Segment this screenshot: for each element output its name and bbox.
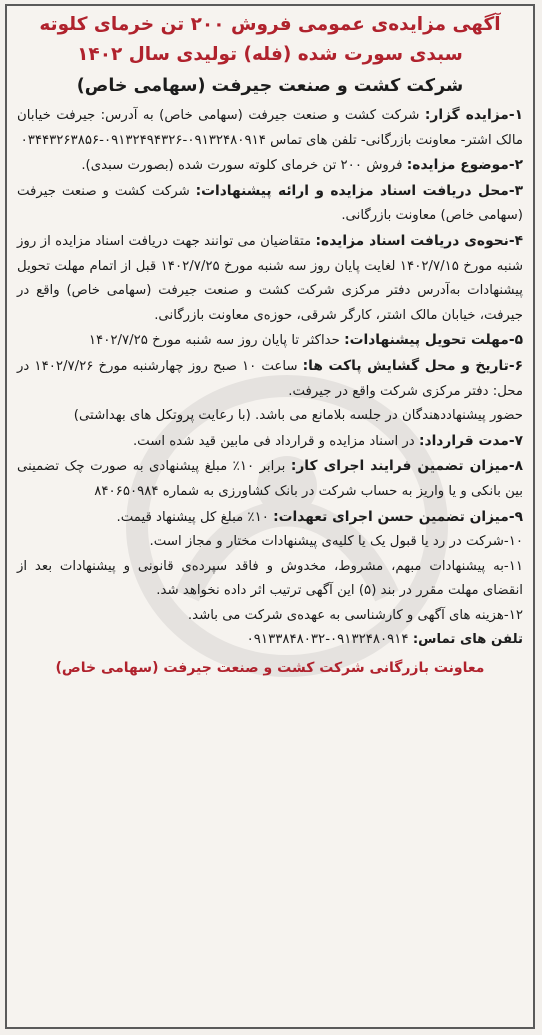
ad-frame xyxy=(5,4,535,1029)
clause-6: ۶-تاریخ و محل گشایش پاکت ها: ساعت ۱۰ صبح روز چهارشنبه مورخ ۱۴۰۲/۷/۲۶ در محل: دفتر مرکزی شرکت واقع در جیرفت. xyxy=(17,357,523,399)
clause-10: ۱۰-شرکت در رد یا قبول یک یا کلیه‌ی پیشنهادات مختار و مجاز است. xyxy=(149,534,523,550)
clause-4: ۴-نحوه‌ی دریافت اسناد مزایده: متقاضیان می توانند جهت دریافت اسناد مزایده از روز شنبه مورخ ۱۴۰۲/۷/۱۵ لغایت پایان روز سه شنبه مورخ ۱۴۰۲/۷/۲۵ قبل از اتمام مهلت تحویل پیشنهادات به‌آدرس دفتر مرکزی شرکت کشت و صنعت جیرفت (سهامی خاص) واقع در جیرفت، خیابان مالک اشتر، کارگر شرقی، حوزه‌ی معاونت بازرگانی. xyxy=(17,232,523,323)
clause-1: ۱-مزایده گزار: شرکت کشت و صنعت جیرفت (سهامی خاص) به آدرس: جیرفت خیابان مالک اشتر- معاونت بازرگانی- تلفن های تماس ۰۹۱۳۲۴۸۰۹۱۴-۰۹۱۳۲۴۹۴۳۲۶-۰۳۴۴۳۲۶۳۸۵۶ xyxy=(17,107,523,148)
clause-8: ۸-میزان تضمین فرایند اجرای کار: برابر ۱۰٪ مبلغ پیشنهادی به صورت چک تضمینی بین بانکی و یا واریز به حساب شرکت در بانک کشاورزی به شماره ۸۴۰۶۵۰۹۸۴ xyxy=(17,458,523,499)
ad-title-line1: آگهی مزایده‌ی عمومی فروش ۲۰۰ تن خرمای کلوته xyxy=(39,14,501,35)
clause-6-note: حضور پیشنهاددهندگان در جلسه بلامانع می باشد. (با رعایت پروتکل های بهداشتی) xyxy=(73,408,523,424)
ad-title-line2: سبدی سورت شده (فله) تولیدی سال ۱۴۰۲ xyxy=(77,44,463,65)
ad-footer: معاونت بازرگانی شرکت کشت و صنعت جیرفت (سهامی خاص) xyxy=(55,660,485,677)
ad-content xyxy=(17,10,523,680)
company-name: شرکت کشت و صنعت جیرفت (سهامی خاص) xyxy=(76,76,464,96)
contact-phones: تلفن های تماس: ۰۹۱۳۲۴۸۰۹۱۴-۰۹۱۳۳۸۴۸۰۳۲ xyxy=(246,632,523,648)
clause-3: ۳-محل دریافت اسناد مزایده و ارائه پیشنهادات: شرکت کشت و صنعت جیرفت (سهامی خاص) معاونت بازرگانی. xyxy=(17,182,523,224)
clause-2: ۲-موضوع مزایده: فروش ۲۰۰ تن خرمای کلوته سورت شده (بصورت سبدی). xyxy=(81,157,523,174)
clause-11: ۱۱-به پیشنهادات مبهم، مشروط، مخدوش و فاقد سپرده‌ی قانونی و پیشنهادات بعد از انقضای مهلت مقرر در بند (۵) این آگهی ترتیب اثر داده نخواهد شد. xyxy=(17,558,523,599)
clause-5: ۵-مهلت تحویل پیشنهادات: حداکثر تا پایان روز سه شنبه مورخ ۱۴۰۲/۷/۲۵ xyxy=(88,332,523,349)
clause-7: ۷-مدت قرارداد: در اسناد مزایده و قرارداد فی مابین قید شده است. xyxy=(132,432,523,449)
clause-12: ۱۲-هزینه های آگهی و کارشناسی به عهده‌ی شرکت می باشد. xyxy=(187,607,523,623)
clause-9: ۹-میزان تضمین حسن اجرای تعهدات: ۱۰٪ مبلغ کل پیشنهاد قیمت. xyxy=(116,508,523,525)
